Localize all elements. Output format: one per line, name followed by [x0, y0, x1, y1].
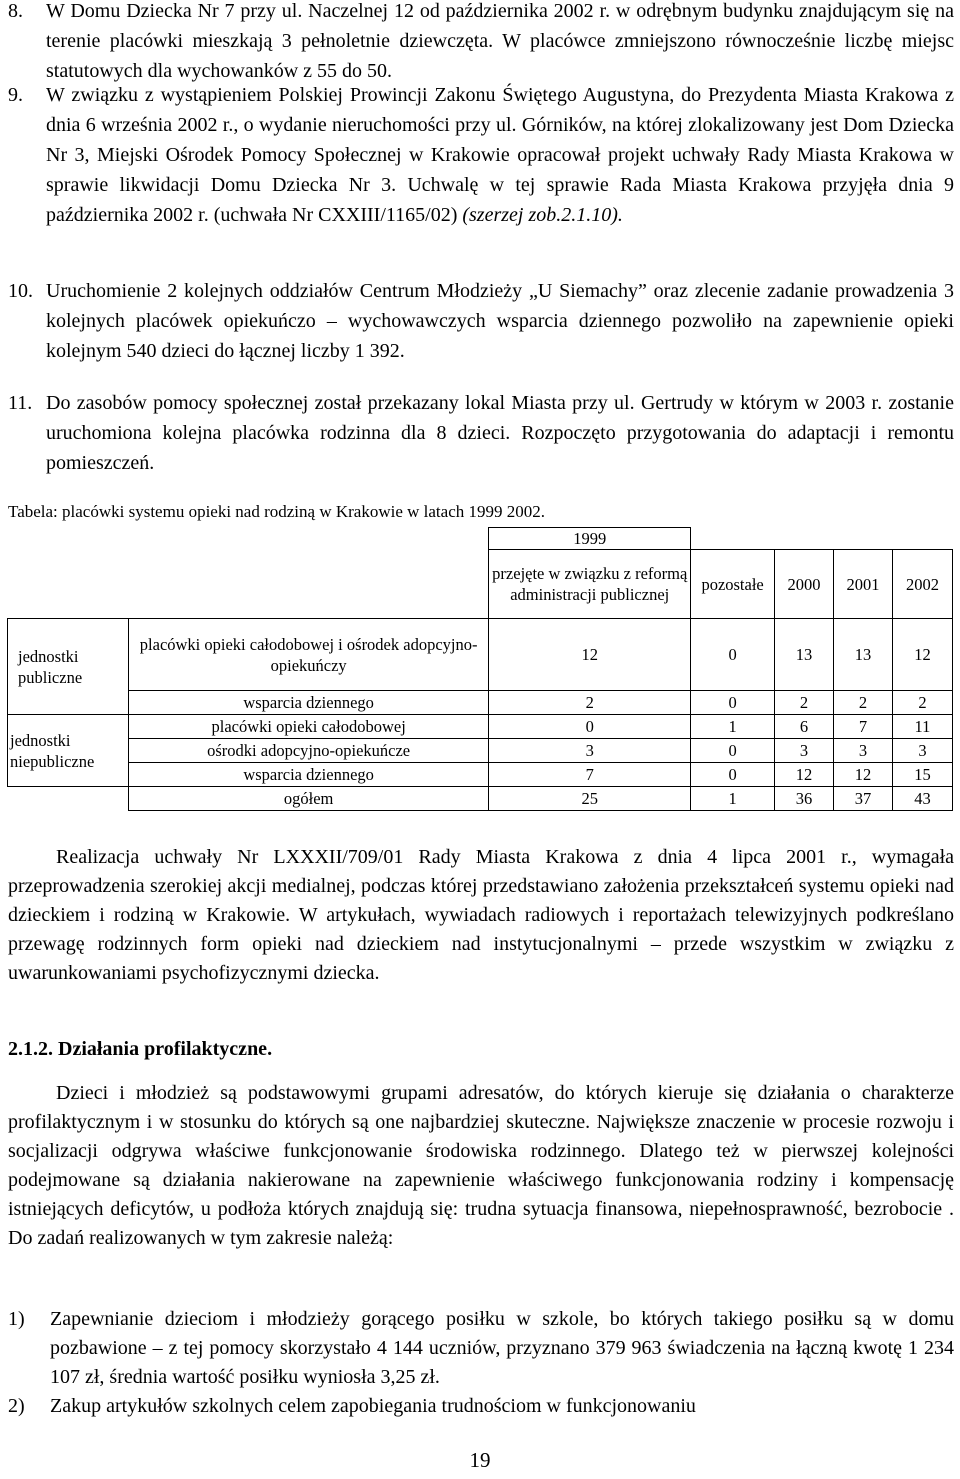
list-item [8, 1392, 954, 1421]
row-label: placówki opieki całodobowej [128, 715, 488, 739]
table-cell: 0 [691, 739, 775, 763]
list-text: Zakup artykułów szkolnych celem zapobiegania trudnościom w funkcjonowaniu [50, 1395, 696, 1417]
table-cell: 37 [834, 787, 893, 811]
item-text: Do zasobów pomocy społecznej został przekazany lokal Miasta przy ul. Gertrudy w którym w 2003 r. zostanie uruchomiona kolejna placówka rodzinna dla 8 dzieci. Rozpoczęto przygotowania do adaptacji i remontu pomieszczeń. [46, 392, 954, 474]
table-cell: 3 [775, 739, 834, 763]
section-heading: 2.1.2. Działania profilaktyczne. [8, 1038, 273, 1060]
table-cell: 12 [834, 763, 893, 787]
group-public: jednostki publiczne [8, 619, 129, 715]
table-cell: 12 [775, 763, 834, 787]
table-cell: 2 [834, 691, 893, 715]
group-nonpublic: jednostki niepubliczne [8, 715, 129, 787]
numbered-item-8 [8, 0, 954, 86]
table-cell: 3 [489, 739, 691, 763]
header-1999: 1999 [489, 528, 691, 550]
table-cell: 7 [489, 763, 691, 787]
table-cell: 0 [489, 715, 691, 739]
table-cell: 7 [834, 715, 893, 739]
table-cell: 2 [775, 691, 834, 715]
row-label: wsparcia dziennego [128, 763, 488, 787]
numbered-item-10 [8, 276, 954, 366]
header-2002: 2002 [892, 550, 952, 619]
paragraph-dzieci [8, 1079, 954, 1253]
row-label: wsparcia dziennego [128, 691, 488, 715]
paragraph-realizacja [8, 843, 954, 988]
table-corner [8, 528, 489, 619]
list-number: 1) [8, 1308, 25, 1330]
table-cell: 25 [489, 787, 691, 811]
table-cell: 36 [775, 787, 834, 811]
paragraph-text: Realizacja uchwały Nr LXXXII/709/01 Rady Miasta Krakowa z dnia 4 lipca 2001 r., wymagała przeprowadzenia szerokiej akcji medialnej, podczas której przedstawiano założenia przekształceń systemu opieki nad dzieckiem i rodziną w Krakowie. W artykułach, wywiadach radiowych i reportażach telewizyjnych podkreślano przewagę rodzinnych form opieki nad dzieckiem nad instytucjonalnymi – przede wszystkim w związku z uwarunkowaniami psychofizycznymi dziecka. [8, 846, 954, 984]
table-cell: 11 [892, 715, 952, 739]
list-number: 2) [8, 1395, 25, 1417]
table-row [8, 763, 953, 787]
cross-reference: (szerzej zob.2.1.10). [457, 204, 623, 226]
table-cell: 13 [775, 619, 834, 691]
table-header-row [8, 528, 953, 550]
table-cell: 12 [892, 619, 952, 691]
table-row [8, 691, 953, 715]
item-number: 8. [8, 0, 23, 22]
paragraph-text: Dzieci i młodzież są podstawowymi grupami adresatów, do których kieruje się działania o charakterze profilaktycznym i w stosunku do których są one najbardziej skuteczne. Największe znaczenie w procesie rozwoju i socjalizacji odgrywa właściwe funkcjonowanie środowiska rodzinnego. Dlatego też w pierwszej kolejności podejmowane są działania nakierowane na zapewnienie właściwego funkcjonowania rodziny i kompensację istniejących deficytów, u podłoża których znajdują się: trudna sytuacja finansowa, niepełnosprawność, bezrobocie . Do zadań realizowanych w tym zakresie należą: [8, 1082, 954, 1249]
facilities-table [7, 527, 953, 811]
table-cell: 1 [691, 787, 775, 811]
list-text: Zapewnianie dzieciom i młodzieży gorącego posiłku w szkole, bo których takiego posiłku są w domu pozbawione – z tej pomocy skorzystało 4 144 uczniów, przyznano 379 963 świadczenia na łączną kwotę 1 234 107 zł, średnia wartość posiłku wyniosła 3,25 zł. [50, 1308, 954, 1388]
table-empty-cell [8, 787, 129, 811]
table-cell: 2 [892, 691, 952, 715]
item-number: 10. [8, 280, 33, 302]
table-row [8, 619, 953, 691]
table-cell: 12 [489, 619, 691, 691]
item-number: 11. [8, 392, 33, 414]
header-2000: 2000 [775, 550, 834, 619]
table-cell: 0 [691, 691, 775, 715]
table-total-row [8, 787, 953, 811]
item-text: W Domu Dziecka Nr 7 przy ul. Naczelnej 12 od października 2002 r. w odrębnym budynku znajdującym się na terenie placówki mieszkają 3 pełnoletnie dziewczęta. W placówce zmniejszono równocześnie liczbę miejsc statutowych dla wychowanków z 55 do 50. [46, 0, 954, 82]
numbered-item-9 [8, 80, 954, 230]
total-label: ogółem [128, 787, 488, 811]
header-reform: przejęte w związku z reformą administracji publicznej [489, 550, 691, 619]
row-label: ośrodki adopcyjno-opiekuńcze [128, 739, 488, 763]
table-cell: 2 [489, 691, 691, 715]
row-label: placówki opieki całodobowej i ośrodek adopcyjno-opiekuńczy [128, 619, 488, 691]
item-text: W związku z wystąpieniem Polskiej Prowincji Zakonu Świętego Augustyna, do Prezydenta Miasta Krakowa z dnia 6 września 2002 r., o wydanie nieruchomości przy ul. Górników, na której zlokalizowany jest Dom Dziecka Nr 3, Miejski Ośrodek Pomocy Społecznej w Krakowie opracował projekt uchwały Rady Miasta Krakowa w sprawie likwidacji Domu Dziecka Nr 3. Uchwalę w tej sprawie Rada Miasta Krakowa przyjęła dnia 9 października 2002 r. (uchwała Nr CXXIII/1165/02) [46, 84, 954, 226]
item-number: 9. [8, 84, 23, 106]
table-cell: 0 [691, 619, 775, 691]
table-caption: Tabela: placówki systemu opieki nad rodziną w Krakowie w latach 1999 2002. [8, 502, 545, 521]
table-cell: 13 [834, 619, 893, 691]
item-text: Uruchomienie 2 kolejnych oddziałów Centrum Młodzieży „U Siemachy” oraz zlecenie zadanie prowadzenia 3 kolejnych placówek opiekuńczo – wychowawczych wsparcia dziennego pozwoliło na zapewnienie opieki kolejnym 540 dzieci do łącznej liczby 1 392. [46, 280, 954, 362]
table-row [8, 715, 953, 739]
page-number: 19 [469, 1448, 491, 1472]
table-cell: 3 [892, 739, 952, 763]
table-cell: 0 [691, 763, 775, 787]
header-2001: 2001 [834, 550, 893, 619]
table-cell: 43 [892, 787, 952, 811]
table-cell: 6 [775, 715, 834, 739]
table-cell: 3 [834, 739, 893, 763]
table-cell: 1 [691, 715, 775, 739]
table-header-spacer [691, 528, 953, 550]
table-cell: 15 [892, 763, 952, 787]
numbered-item-11 [8, 388, 954, 478]
header-other: pozostałe [691, 550, 775, 619]
list-item [8, 1305, 954, 1392]
table-row [8, 739, 953, 763]
